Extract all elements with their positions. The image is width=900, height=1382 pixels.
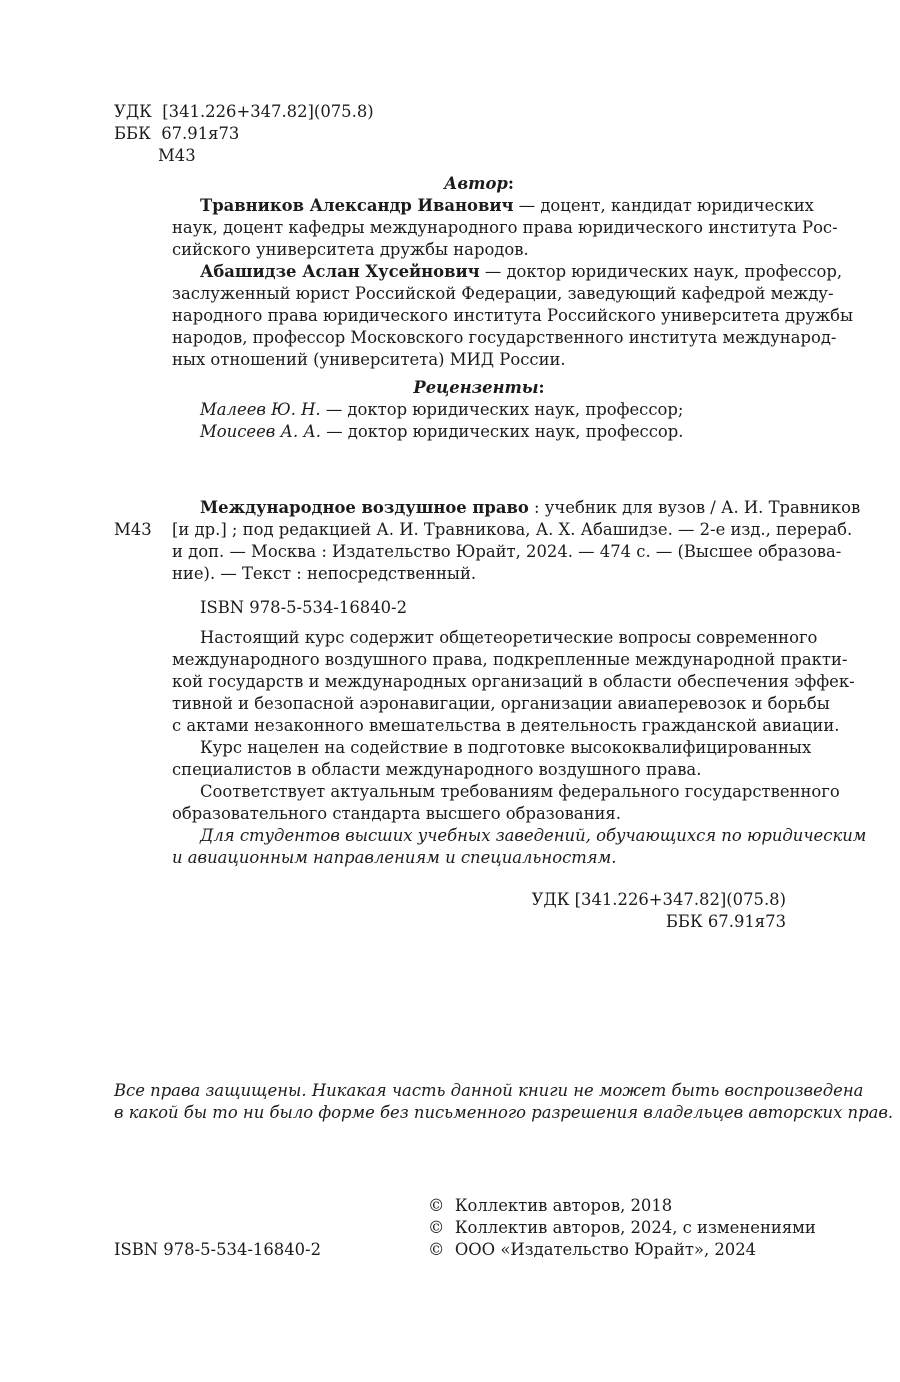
- isbn-footer: ISBN 978-5-534-16840-2: [114, 1240, 322, 1259]
- rights-notice: Все права защищены. Никакая часть данной книги не может быть воспроизведена в какой бы то ни было форме без письменного разрешения владельцев авторских прав.: [114, 1081, 894, 1122]
- classification-bbk: ББК 67.91я73: [665, 912, 786, 931]
- copyright-line-1: © Коллектив авторов, 2018: [428, 1196, 673, 1215]
- copyright-icon: ©: [428, 1218, 445, 1237]
- copyright-icon: ©: [428, 1240, 445, 1259]
- book-title: Международное воздушное право: [200, 498, 529, 517]
- bibliography-mark: М43: [114, 520, 152, 539]
- copyright-line-2: © Коллектив авторов, 2024, с изменениями: [428, 1218, 816, 1237]
- reviewers-heading: Рецензенты:: [413, 378, 545, 397]
- udk-label: УДК: [114, 102, 152, 121]
- copyright-line-3: © ООО «Издательство Юрайт», 2024: [428, 1240, 757, 1259]
- reviewer-2-name: Моисеев А. А.: [200, 422, 321, 441]
- author-2-entry: Абашидзе Аслан Хусейнович — доктор юридических наук, профессор, заслуженный юрист Российской Федерации, заведующий кафедрой между- народного права юридического института Российского университета дружбы народов, профессор Московского государственного института международ- ных отношений (университета) МИД России.: [172, 262, 854, 369]
- bbk-value: 67.91я73: [161, 124, 240, 143]
- bibliographic-record: Международное воздушное право : учебник для вузов / А. И. Травников [и др.] ; под редакцией А. И. Травникова, А. Х. Абашидзе. — 2-е изд., перераб. и доп. — Москва : Издательство Юрайт, 2024. — 474 с. — (Высшее образова- ние). — Текст : непосредственный.: [172, 498, 861, 583]
- author-mark: М43: [158, 146, 196, 165]
- author-2-name: Абашидзе Аслан Хусейнович: [200, 262, 480, 281]
- abstract: Настоящий курс содержит общетеоретические вопросы современного международного воздушного права, подкрепленные международной практи- кой государств и международных организаций в области обеспечения эффек- тивной и безопасной аэронавигации, организации авиаперевозок и борьбы с актами незаконного вмешательства в деятельность гражданской авиации. Курс нацелен на содействие в подготовке высококвалифицированных специалистов в области международного воздушного права. Соответствует актуальным требованиям федерального государственного образовательного стандарта высшего образования. Для студентов высших учебных заведений, обучающихся по юридическим и авиационным направлениям и специальностям.: [172, 628, 867, 867]
- udk-header-line: [114, 101, 374, 123]
- authors-heading: Автор:: [444, 174, 514, 193]
- reviewer-1-name: Малеев Ю. Н.: [200, 400, 321, 419]
- reviewer-2: Моисеев А. А. — доктор юридических наук, профессор.: [200, 422, 684, 441]
- classification-udk: УДК [341.226+347.82](075.8): [531, 890, 786, 909]
- author-1-name: Травников Александр Иванович: [200, 196, 514, 215]
- bbk-header-line: [114, 123, 239, 145]
- copyright-block: [428, 1195, 816, 1261]
- isbn-main: ISBN 978-5-534-16840-2: [200, 598, 408, 617]
- udk-value: [341.226+347.82](075.8): [162, 102, 374, 121]
- classification: [172, 889, 786, 933]
- bbk-label: ББК: [114, 124, 151, 143]
- copyright-icon: ©: [428, 1196, 445, 1215]
- author-1-entry: Травников Александр Иванович — доцент, кандидат юридических наук, доцент кафедры международного права юридического института Рос- сийского университета дружбы народов.: [172, 196, 838, 259]
- reviewer-1: Малеев Ю. Н. — доктор юридических наук, профессор;: [200, 400, 684, 419]
